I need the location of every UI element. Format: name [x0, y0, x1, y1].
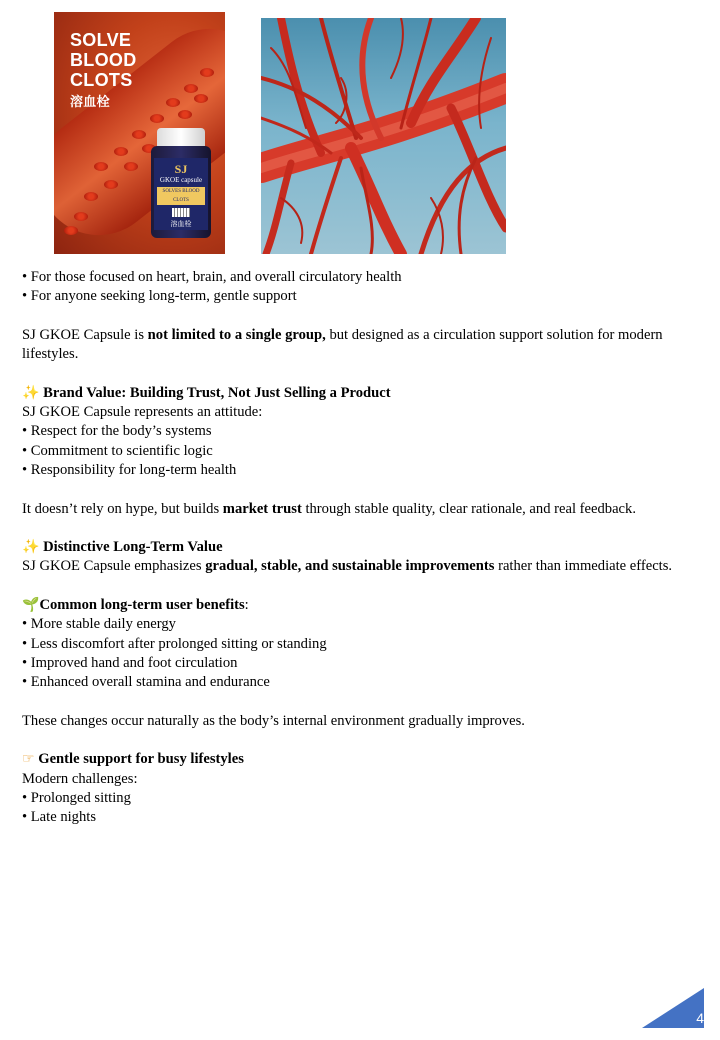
product-title — [70, 30, 190, 112]
sparkles-icon: ✨ — [22, 539, 40, 556]
audience-summary-bold: not limited to a single group, — [147, 326, 326, 343]
long-term-heading — [22, 538, 698, 557]
bottle-band: SOLVES BLOOD CLOTS — [157, 187, 205, 205]
busy-intro: Modern challenges: — [22, 770, 138, 787]
product-image — [54, 12, 225, 254]
brand-value-bullet-2: • Commitment to scientific logic — [22, 442, 213, 459]
benefit-bullet-1: • More stable daily energy — [22, 616, 176, 633]
long-term-pre: SJ GKOE Capsule emphasizes — [22, 558, 206, 575]
vessel-network-graphic — [261, 18, 506, 254]
benefits-heading-text: Common long-term user benefits — [39, 597, 245, 614]
trust-pre: It doesn’t rely on hype, but builds — [22, 500, 223, 517]
page-number: 4 — [696, 1010, 704, 1026]
audience-summary — [22, 326, 698, 365]
benefit-bullet-3: • Improved hand and foot circulation — [22, 654, 238, 671]
benefit-bullet-4: • Enhanced overall stamina and endurance — [22, 674, 270, 691]
bottle-cap — [157, 128, 205, 148]
seedling-icon: 🌱 — [22, 597, 40, 614]
benefits-heading — [22, 596, 698, 615]
page-corner-triangle — [642, 988, 704, 1028]
brand-value-heading — [22, 384, 698, 403]
document-body — [22, 268, 698, 828]
brand-value-bullet-3: • Responsibility for long-term health — [22, 461, 237, 478]
title-line-1: SOLVE — [70, 30, 132, 50]
title-line-3: CLOTS — [70, 70, 133, 90]
sparkles-icon: ✨ — [22, 384, 40, 401]
bottle-name: GKOE capsule — [159, 176, 203, 184]
long-term-post: rather than immediate effects. — [494, 558, 673, 575]
bottle-label — [154, 158, 208, 230]
title-chinese: 溶血栓 — [70, 94, 110, 109]
audience-summary-pre: SJ GKOE Capsule is — [22, 326, 148, 343]
blood-vessels-image — [261, 18, 506, 254]
long-term-paragraph — [22, 557, 698, 576]
long-term-heading-text: Distinctive Long-Term Value — [43, 539, 223, 556]
bottle-jar — [151, 146, 211, 238]
trust-bold: market trust — [222, 500, 302, 517]
bottle-brand: SJ — [174, 162, 188, 176]
market-trust-paragraph — [22, 500, 698, 519]
busy-bullet-1: • Prolonged sitting — [22, 790, 131, 807]
busy-bullet-2: • Late nights — [22, 809, 97, 826]
benefits-heading-suffix: : — [244, 597, 249, 614]
brand-value-bullet-1: • Respect for the body’s systems — [22, 423, 212, 440]
audience-bullet-1: • For those focused on heart, brain, and overall circulatory health — [22, 269, 402, 285]
long-term-bold: gradual, stable, and sustainable improvements — [205, 558, 495, 575]
benefits-closing: These changes occur naturally as the body’s internal environment gradually improves. — [22, 712, 525, 729]
trust-post: through stable quality, clear rationale, and real feedback. — [301, 500, 636, 517]
barcode-graphic — [172, 208, 190, 217]
audience-summary-post: but designed as a circulation support solution for modern lifestyles. — [22, 326, 663, 363]
pointing-hand-icon: ☞ — [22, 751, 35, 768]
busy-heading — [22, 750, 698, 769]
audience-bullet-2: • For anyone seeking long-term, gentle support — [22, 288, 297, 305]
benefit-bullet-2: • Less discomfort after prolonged sitting or standing — [22, 635, 327, 652]
brand-value-heading-text: Brand Value: Building Trust, Not Just Selling a Product — [43, 384, 391, 401]
brand-value-intro: SJ GKOE Capsule represents an attitude: — [22, 404, 263, 421]
busy-heading-text: Gentle support for busy lifestyles — [38, 751, 244, 768]
capsule-bottle — [151, 128, 211, 240]
bottle-chinese: 溶血栓 — [170, 220, 192, 228]
title-line-2: BLOOD — [70, 50, 137, 70]
